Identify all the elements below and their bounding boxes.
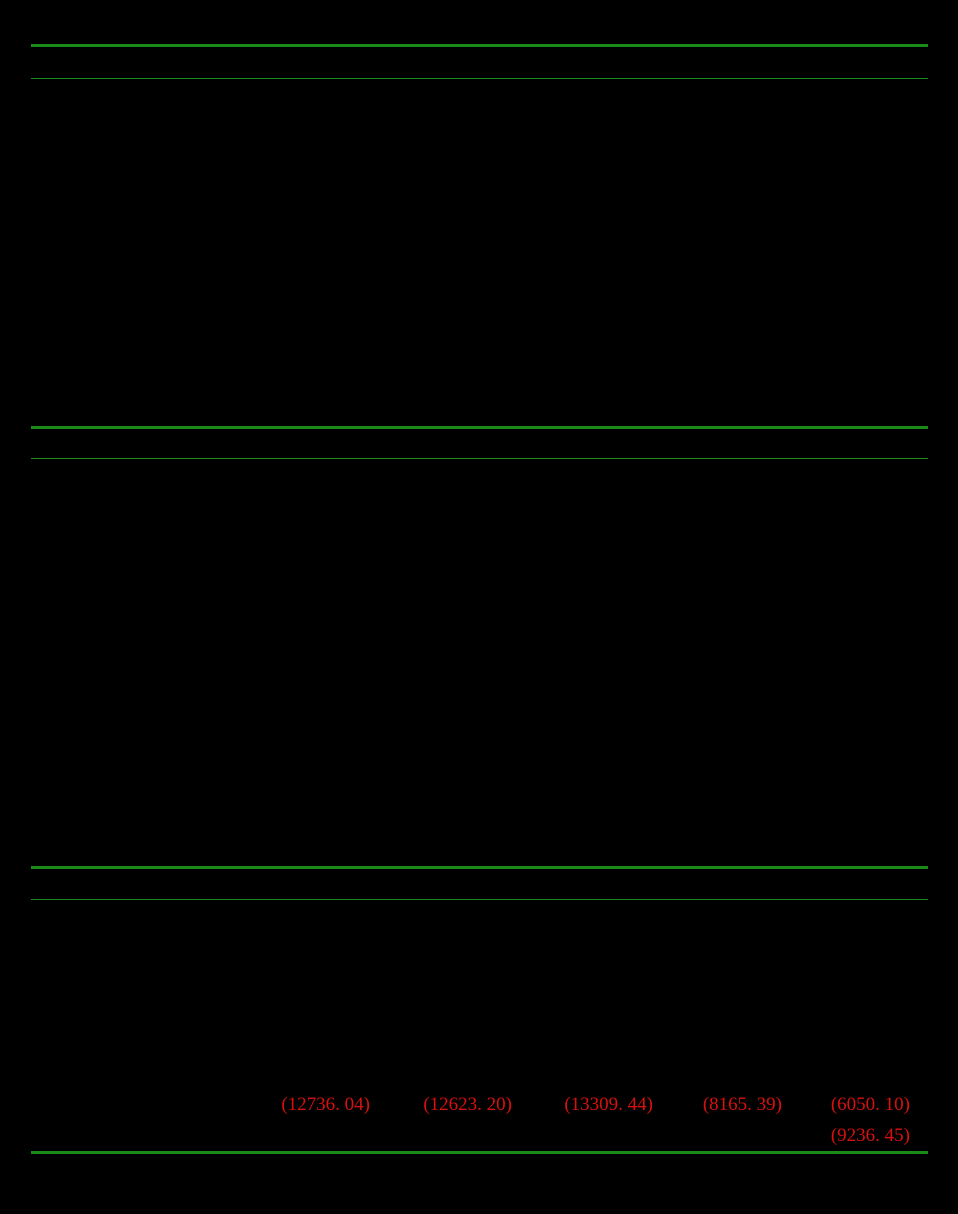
horizontal-rule-1-thin (31, 78, 928, 79)
figure-value-1: (12736. 04) (281, 1094, 370, 1115)
figure-value-5: (6050. 10) (830, 1094, 910, 1115)
figure-value-2: (12623. 20) (423, 1094, 512, 1115)
figure-value-4: (8165. 39) (702, 1094, 782, 1115)
horizontal-rule-3-thin (31, 899, 928, 900)
horizontal-rule-1-thick (31, 44, 928, 47)
figure-value-6: (9236. 45) (830, 1125, 910, 1146)
figure-value-3: (13309. 44) (564, 1094, 653, 1115)
horizontal-rule-4-thick (31, 1151, 928, 1154)
horizontal-rule-3-thick (31, 866, 928, 869)
horizontal-rule-2-thick (31, 426, 928, 429)
horizontal-rule-2-thin (31, 458, 928, 459)
